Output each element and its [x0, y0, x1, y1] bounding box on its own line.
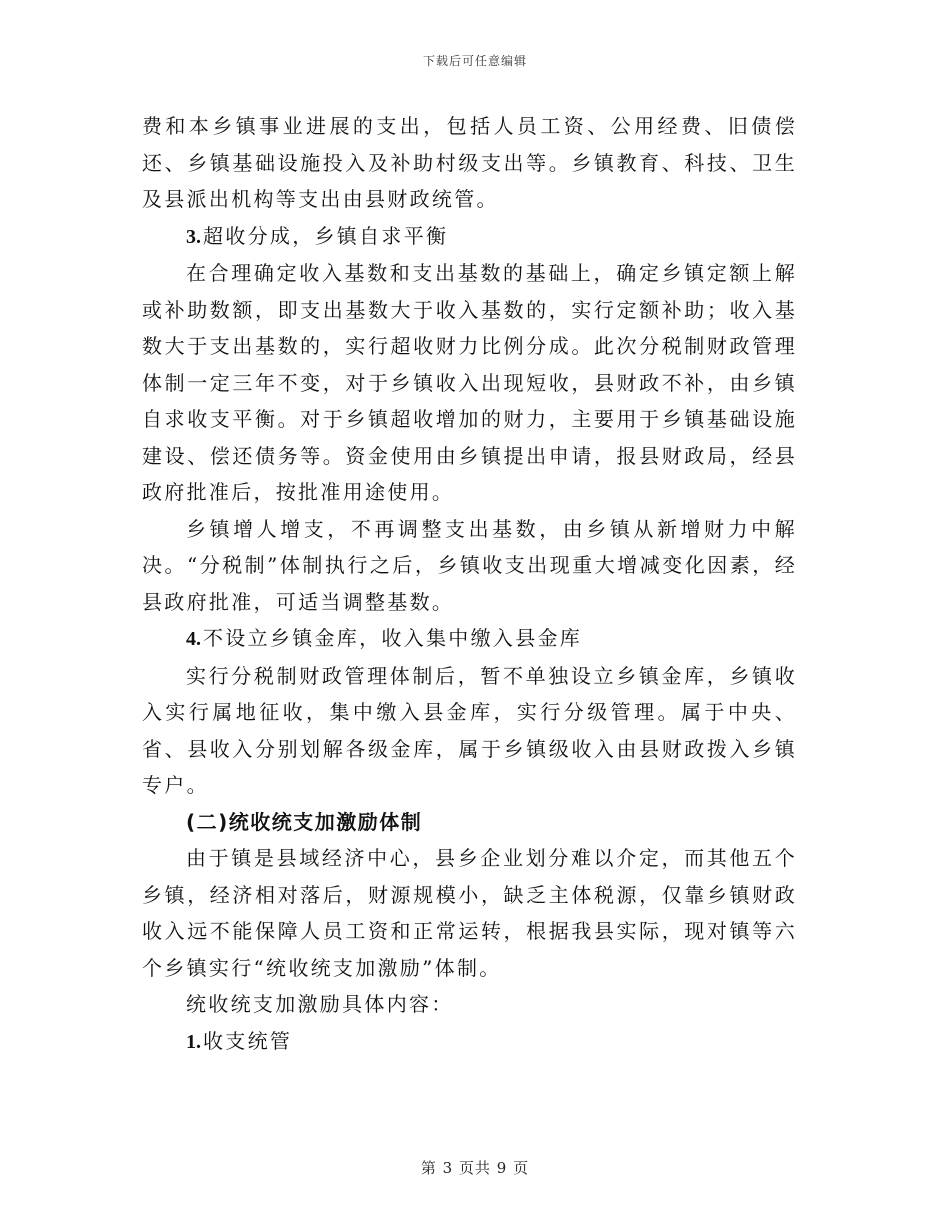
- subheading-1-number: 1.: [186, 1030, 201, 1053]
- subheading-4-number: 4.: [186, 628, 201, 650]
- paragraph-treasury: 实行分税制财政管理体制后，暂不单独设立乡镇金库，乡镇收入实行属地征收，集中缴入县金库，实行分级管理。属于中央、省、县收入分别划解各级金库，属于乡镇级收入由县财政拨入乡镇专户。: [142, 663, 797, 797]
- page-footer: 第 3 页共 9 页: [420, 1159, 530, 1177]
- page-header: 下载后可任意编辑: [422, 54, 527, 68]
- subheading-3-text: 超收分成，乡镇自求平衡: [203, 223, 449, 248]
- section-heading-2: (二)统收统支加激励体制: [186, 809, 423, 834]
- paragraph-continuation: 费和本乡镇事业进展的支出，包括人员工资、公用经费、旧债偿还、乡镇基础设施投入及补助村级支出等。乡镇教育、科技、卫生及县派出机构等支出由县财政统管。: [142, 114, 797, 211]
- subheading-3: [142, 218, 797, 256]
- subheading-4-text: 不设立乡镇金库，收入集中缴入县金库: [203, 626, 583, 650]
- subheading-4: [142, 620, 797, 658]
- paragraph-unified-system: 由于镇是县域经济中心，县乡企业划分难以介定，而其他五个乡镇，经济相对落后，财源规模小，缺乏主体税源，仅靠乡镇财政收入远不能保障人员工资和正常运转，根据我县实际，现对镇等六个乡镇实行“统收统支加激励”体制。: [142, 846, 797, 980]
- document-body: [142, 108, 797, 1060]
- subheading-1: [142, 1023, 797, 1061]
- paragraph-excess-sharing: 在合理确定收入基数和支出基数的基础上，确定乡镇定额上解或补助数额，即支出基数大于收入基数的，实行定额补助；收入基数大于支出基数的，实行超收财力比例分成。此次分税制财政管理体制一定三年不变，对于乡镇收入出现短收，县财政不补，由乡镇自求收支平衡。对于乡镇超收增加的财力，主要用于乡镇基础设施建设、偿还债务等。资金使用由乡镇提出申请，报县财政局，经县政府批准后，按批准用途使用。: [142, 261, 797, 504]
- subheading-3-number: 3.: [186, 225, 201, 248]
- paragraph-specific-content: 统收统支加激励具体内容：: [186, 992, 454, 1016]
- subheading-1-text: 收支统管: [203, 1028, 293, 1053]
- paragraph-staff-increase: 乡镇增人增支，不再调整支出基数，由乡镇从新增财力中解决。“分税制”体制执行之后，乡镇收支出现重大增减变化因素，经县政府批准，可适当调整基数。: [142, 516, 797, 614]
